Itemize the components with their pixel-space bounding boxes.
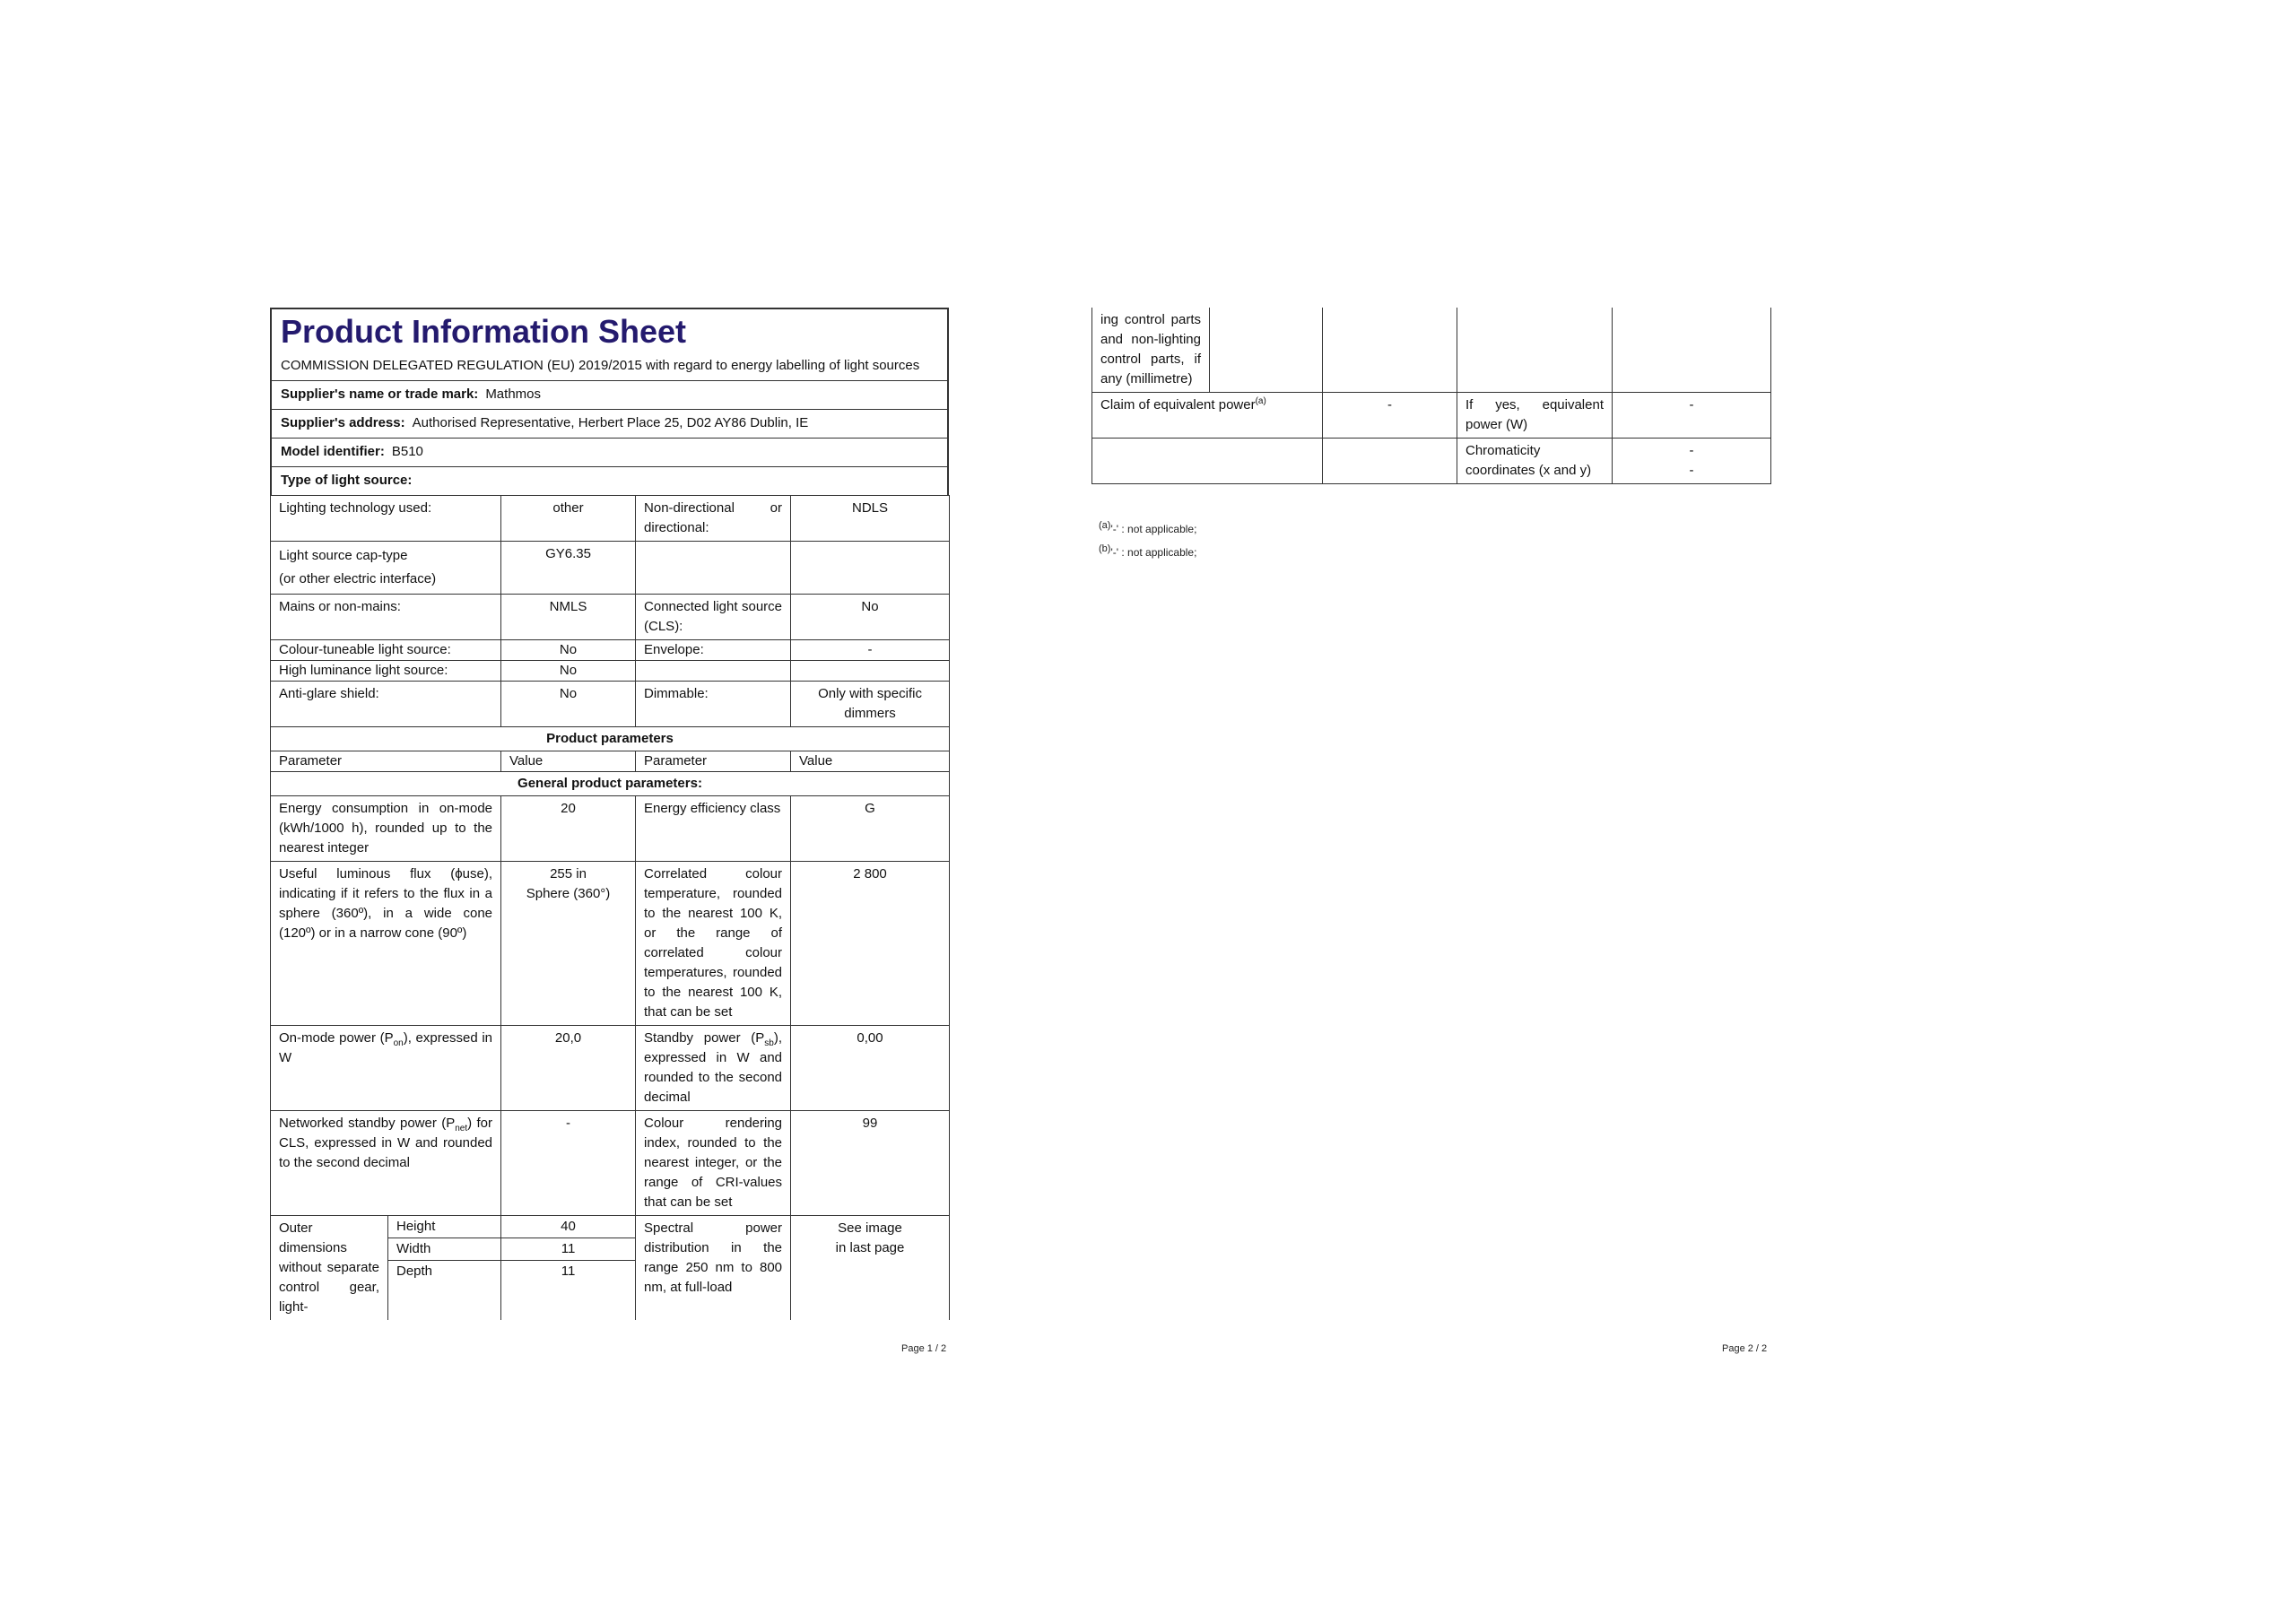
table-row bbox=[271, 640, 950, 661]
spd-label: Spectral power distribution in the range 250 nm to 800 nm, at full-load bbox=[636, 1216, 791, 1321]
on-mode-power-sub: on bbox=[393, 1038, 404, 1048]
empty-cell bbox=[791, 542, 950, 595]
spd-value bbox=[791, 1216, 950, 1321]
cap-type-label bbox=[271, 542, 501, 595]
chromaticity-value bbox=[1613, 439, 1771, 484]
on-mode-power-label-b: ), expressed in W bbox=[279, 1030, 493, 1065]
net-standby-label-b: ) for CLS, expressed in W and rounded to the second decimal bbox=[279, 1116, 493, 1170]
product-parameters-heading: Product parameters bbox=[271, 727, 950, 751]
table-row bbox=[271, 682, 950, 727]
footnote-a bbox=[1099, 520, 1197, 535]
standby-power-value: 0,00 bbox=[791, 1026, 950, 1111]
supplier-name: Mathmos bbox=[485, 386, 541, 402]
dimmable-label: Dimmable: bbox=[636, 682, 791, 727]
chromaticity-y: - bbox=[1689, 463, 1694, 478]
table-row bbox=[271, 1111, 950, 1216]
supplier-name-label: Supplier's name or trade mark: bbox=[281, 386, 479, 402]
supplier-address-row bbox=[272, 410, 947, 439]
luminous-flux-value-1: 255 in bbox=[550, 866, 587, 881]
cls-label: Connected light source (CLS): bbox=[636, 595, 791, 640]
cct-value: 2 800 bbox=[791, 862, 950, 1026]
mains-label: Mains or non-mains: bbox=[271, 595, 501, 640]
equivalent-power-value: - bbox=[1613, 393, 1771, 439]
sheet-header bbox=[270, 308, 949, 495]
empty-cell bbox=[791, 661, 950, 682]
column-header-value: Value bbox=[501, 751, 636, 772]
directional-label: Non-directional or directional: bbox=[636, 496, 791, 542]
net-standby-sub: net bbox=[455, 1124, 468, 1133]
cap-type-label-1: Light source cap-type bbox=[279, 548, 408, 563]
footnote-a-text: '-' : not applicable; bbox=[1110, 523, 1197, 535]
table-row bbox=[1092, 393, 1771, 439]
general-parameters-heading: General product parameters: bbox=[271, 772, 950, 796]
height-label: Height bbox=[388, 1216, 500, 1238]
footnote-b bbox=[1099, 543, 1197, 559]
lighting-tech-value: other bbox=[501, 496, 636, 542]
table-row bbox=[1092, 308, 1771, 393]
empty-cell bbox=[636, 542, 791, 595]
standby-sub: sb bbox=[764, 1038, 774, 1048]
luminous-flux-value bbox=[501, 862, 636, 1026]
table-row bbox=[271, 796, 950, 862]
model-row bbox=[272, 439, 947, 467]
column-header-parameter: Parameter bbox=[636, 751, 791, 772]
model-label: Model identifier: bbox=[281, 444, 385, 459]
dimension-labels bbox=[388, 1216, 501, 1321]
product-table bbox=[270, 495, 950, 1320]
model-identifier: B510 bbox=[391, 444, 423, 459]
supplier-name-row bbox=[272, 381, 947, 410]
cct-label: Correlated colour temperature, rounded to the nearest 100 K, or the range of correlated colour temperatures, rounded to the nearest 100 K, that can be set bbox=[636, 862, 791, 1026]
type-label: Type of light source: bbox=[281, 473, 413, 488]
high-luminance-value: No bbox=[501, 661, 636, 682]
dimension-values bbox=[501, 1216, 636, 1321]
on-mode-power-label bbox=[271, 1026, 501, 1111]
anti-glare-label: Anti-glare shield: bbox=[271, 682, 501, 727]
spd-value-1: See image bbox=[838, 1220, 902, 1236]
luminous-flux-value-2: Sphere (360°) bbox=[526, 886, 611, 901]
standby-power-label bbox=[636, 1026, 791, 1111]
depth-label: Depth bbox=[396, 1264, 433, 1279]
table-row bbox=[271, 772, 950, 796]
cap-type-value: GY6.35 bbox=[501, 542, 636, 595]
table-row bbox=[271, 1216, 950, 1321]
networked-standby-label bbox=[271, 1111, 501, 1216]
page-2 bbox=[1091, 308, 1770, 484]
luminous-flux-label: Useful luminous flux (ϕuse), indicating if it refers to the flux in a sphere (360º), in a wide cone (120º) or in a narrow cone (90º) bbox=[271, 862, 501, 1026]
page-1 bbox=[270, 308, 949, 1320]
table-row bbox=[271, 496, 950, 542]
empty-cell bbox=[1613, 308, 1771, 393]
on-mode-power-value: 20,0 bbox=[501, 1026, 636, 1111]
page-number: Page 1 / 2 bbox=[901, 1343, 947, 1354]
dimmable-value: Only with specific dimmers bbox=[791, 682, 950, 727]
energy-consumption-value: 20 bbox=[501, 796, 636, 862]
cri-value: 99 bbox=[791, 1111, 950, 1216]
equivalent-power-label: If yes, equivalent power (W) bbox=[1457, 393, 1613, 439]
continued-dimensions-label: ing control parts and non-lighting control parts, if any (millimetre) bbox=[1092, 308, 1210, 393]
mains-value: NMLS bbox=[501, 595, 636, 640]
empty-cell bbox=[1210, 308, 1323, 393]
energy-consumption-label: Energy consumption in on-mode (kWh/1000 h), rounded up to the nearest integer bbox=[271, 796, 501, 862]
efficiency-class-label: Energy efficiency class bbox=[636, 796, 791, 862]
envelope-label: Envelope: bbox=[636, 640, 791, 661]
width-value: 11 bbox=[501, 1238, 635, 1261]
chromaticity-label: Chromaticity coordinates (x and y) bbox=[1457, 439, 1613, 484]
table-row bbox=[271, 661, 950, 682]
supplier-address: Authorised Representative, Herbert Place 25, D02 AY86 Dublin, IE bbox=[412, 415, 809, 430]
efficiency-class-value: G bbox=[791, 796, 950, 862]
envelope-value: - bbox=[791, 640, 950, 661]
table-row bbox=[271, 595, 950, 640]
height-value: 40 bbox=[501, 1216, 635, 1238]
directional-value: NDLS bbox=[791, 496, 950, 542]
table-row bbox=[271, 862, 950, 1026]
table-row bbox=[271, 542, 950, 595]
chromaticity-x: - bbox=[1689, 443, 1694, 458]
spd-value-2: in last page bbox=[835, 1240, 905, 1255]
table-row bbox=[271, 1026, 950, 1111]
table-row bbox=[1092, 439, 1771, 484]
standby-label-b: ), expressed in W and rounded to the second decimal bbox=[644, 1030, 783, 1105]
claim-sup: (a) bbox=[1255, 396, 1266, 406]
width-label: Width bbox=[388, 1238, 500, 1261]
claim-value: - bbox=[1323, 393, 1457, 439]
supplier-address-label: Supplier's address: bbox=[281, 415, 405, 430]
table-row bbox=[271, 727, 950, 751]
column-header-value: Value bbox=[791, 751, 950, 772]
cls-value: No bbox=[791, 595, 950, 640]
empty-cell bbox=[1323, 439, 1457, 484]
table-row bbox=[271, 751, 950, 772]
type-row bbox=[272, 467, 947, 495]
page-number: Page 2 / 2 bbox=[1722, 1343, 1768, 1354]
networked-standby-value: - bbox=[501, 1111, 636, 1216]
empty-cell bbox=[636, 661, 791, 682]
footnote-b-text: '-' : not applicable; bbox=[1110, 546, 1197, 559]
footnote-b-mark: (b) bbox=[1099, 543, 1111, 554]
depth-value: 11 bbox=[561, 1264, 576, 1279]
on-mode-power-label-a: On-mode power (P bbox=[279, 1030, 394, 1046]
standby-label-a: Standby power (P bbox=[644, 1030, 765, 1046]
page-title: Product Information Sheet bbox=[281, 313, 687, 350]
claim-label bbox=[1092, 393, 1323, 439]
lighting-tech-label: Lighting technology used: bbox=[271, 496, 501, 542]
empty-cell bbox=[1323, 308, 1457, 393]
outer-dimensions-label: Outer dimensions without separate control gear, light- bbox=[271, 1216, 388, 1321]
claim-label-text: Claim of equivalent power bbox=[1100, 397, 1256, 413]
regulation-text: COMMISSION DELEGATED REGULATION (EU) 2019/2015 with regard to energy labelling of light sources bbox=[272, 352, 947, 381]
colour-tuneable-label: Colour-tuneable light source: bbox=[271, 640, 501, 661]
colour-tuneable-value: No bbox=[501, 640, 636, 661]
cri-label: Colour rendering index, rounded to the nearest integer, or the range of CRI-values that can be set bbox=[636, 1111, 791, 1216]
empty-cell bbox=[1457, 308, 1613, 393]
cap-type-label-2: (or other electric interface) bbox=[279, 571, 437, 586]
footnote-a-mark: (a) bbox=[1099, 520, 1111, 531]
high-luminance-label: High luminance light source: bbox=[271, 661, 501, 682]
column-header-parameter: Parameter bbox=[271, 751, 501, 772]
anti-glare-value: No bbox=[501, 682, 636, 727]
empty-cell bbox=[1092, 439, 1323, 484]
continuation-table bbox=[1091, 308, 1771, 484]
net-standby-label-a: Networked standby power (P bbox=[279, 1116, 456, 1131]
